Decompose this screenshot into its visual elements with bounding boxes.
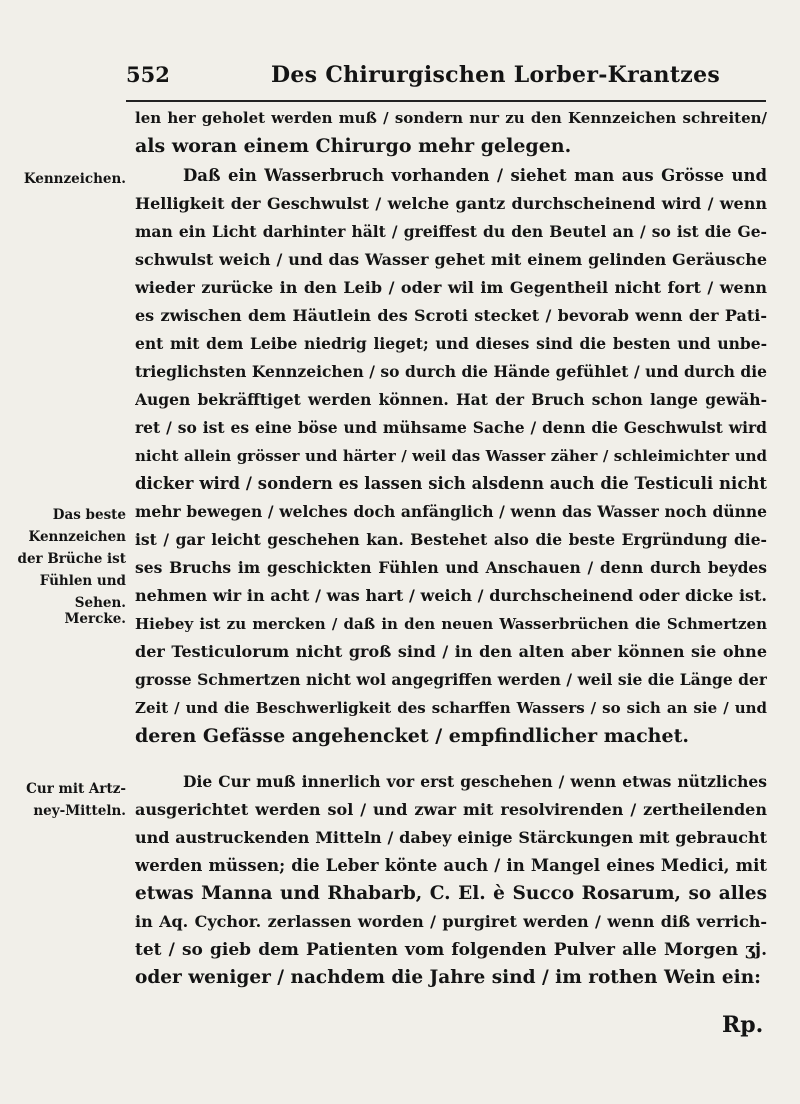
- text-line: und austruckenden Mitteln / dabey einige Stärckungen mit gebraucht: [135, 828, 767, 847]
- text-line: in Aq. Cychor. zerlassen worden / purgiret werden / wenn diß verrich-: [135, 912, 767, 931]
- text-line: oder weniger / nachdem die Jahre sind / im rothen Wein ein:: [135, 967, 761, 988]
- text-line: nehmen wir in acht / was hart / weich / durchscheinend oder dicke ist.: [135, 586, 767, 605]
- text-line: Helligkeit der Geschwulst / welche gantz durchscheinend wird / wenn: [135, 194, 767, 213]
- text-line: etwas Manna und Rhabarb, C. El. è Succo Rosarum, so alles: [135, 883, 767, 904]
- text-line: Die Cur muß innerlich vor erst geschehen / wenn etwas nützliches: [183, 772, 767, 791]
- header-rule: [126, 100, 766, 102]
- catchword: Rp.: [722, 1012, 764, 1038]
- text-line: trieglichsten Kennzeichen / so durch die Hände gefühlet / und durch die: [135, 362, 767, 381]
- margin-note-best-signs: Das beste Kennzeichen der Brüche ist Fühlen und Sehen.: [17, 507, 126, 611]
- text-line: ses Bruchs im geschickten Fühlen und Anschauen / denn durch beydes: [135, 558, 767, 577]
- text-line: deren Gefässe angehencket / empfindlicher machet.: [135, 725, 689, 747]
- text-line: man ein Licht darhinter hält / greiffest du den Beutel an / so ist die Ge-: [135, 222, 767, 241]
- text-line: schwulst weich / und das Wasser gehet mit einem gelinden Geräusche: [135, 250, 767, 269]
- text-line: Augen bekräfftiget werden können. Hat der Bruch schon lange gewäh-: [135, 390, 767, 409]
- text-line: es zwischen dem Häutlein des Scroti stecket / bevorab wenn der Pati-: [135, 306, 767, 325]
- text-line: als woran einem Chirurgo mehr gelegen.: [135, 135, 572, 157]
- text-line: wieder zurücke in den Leib / oder wil im Gegentheil nicht fort / wenn: [135, 278, 767, 297]
- text-line: Hiebey ist zu mercken / daß in den neuen Wasserbrüchen die Schmertzen: [135, 615, 767, 633]
- text-line: ret / so ist es eine böse und mühsame Sache / denn die Geschwulst wird: [135, 418, 767, 437]
- text-line: werden müssen; die Leber könte auch / in Mangel eines Medici, mit: [135, 856, 767, 875]
- text-line: ausgerichtet werden sol / und zwar mit resolvirenden / zertheilenden: [135, 800, 767, 819]
- text-line: dicker wird / sondern es lassen sich alsdenn auch die Testiculi nicht: [135, 474, 767, 493]
- text-line: ent mit dem Leibe niedrig lieget; und dieses sind die besten und unbe-: [135, 334, 767, 353]
- page-number: 552: [126, 62, 170, 87]
- text-line: mehr bewegen / welches doch anfänglich / wenn das Wasser noch dünne: [135, 502, 767, 521]
- margin-note-cure: Cur mit Artz- ney-Mitteln.: [26, 781, 126, 819]
- text-line: len her geholet werden muß / sondern nur zu den Kennzeichen schreiten/: [135, 109, 767, 127]
- margin-note-mercke: Mercke.: [64, 611, 126, 627]
- margin-note-kennzeichen: Kennzeichen.: [23, 171, 126, 187]
- running-title: Des Chirurgischen Lorber-Krantzes: [271, 62, 721, 88]
- text-line: tet / so gieb dem Patienten vom folgenden Pulver alle Morgen ʒj.: [135, 940, 767, 960]
- text-line: grosse Schmertzen nicht wol angegriffen werden / weil sie die Länge der: [135, 670, 767, 689]
- text-line: Zeit / und die Beschwerligkeit des scharffen Wassers / so sich an sie / und: [135, 699, 767, 717]
- text-line: der Testiculorum nicht groß sind / in den alten aber können sie ohne: [135, 642, 767, 661]
- text-line: nicht allein grösser und härter / weil das Wasser zäher / schleimichter und: [135, 447, 767, 465]
- text-line: ist / gar leicht geschehen kan. Bestehet also die beste Ergründung die-: [135, 530, 767, 549]
- text-line: Daß ein Wasserbruch vorhanden / siehet man aus Grösse und: [183, 166, 767, 185]
- page-header: [126, 62, 766, 98]
